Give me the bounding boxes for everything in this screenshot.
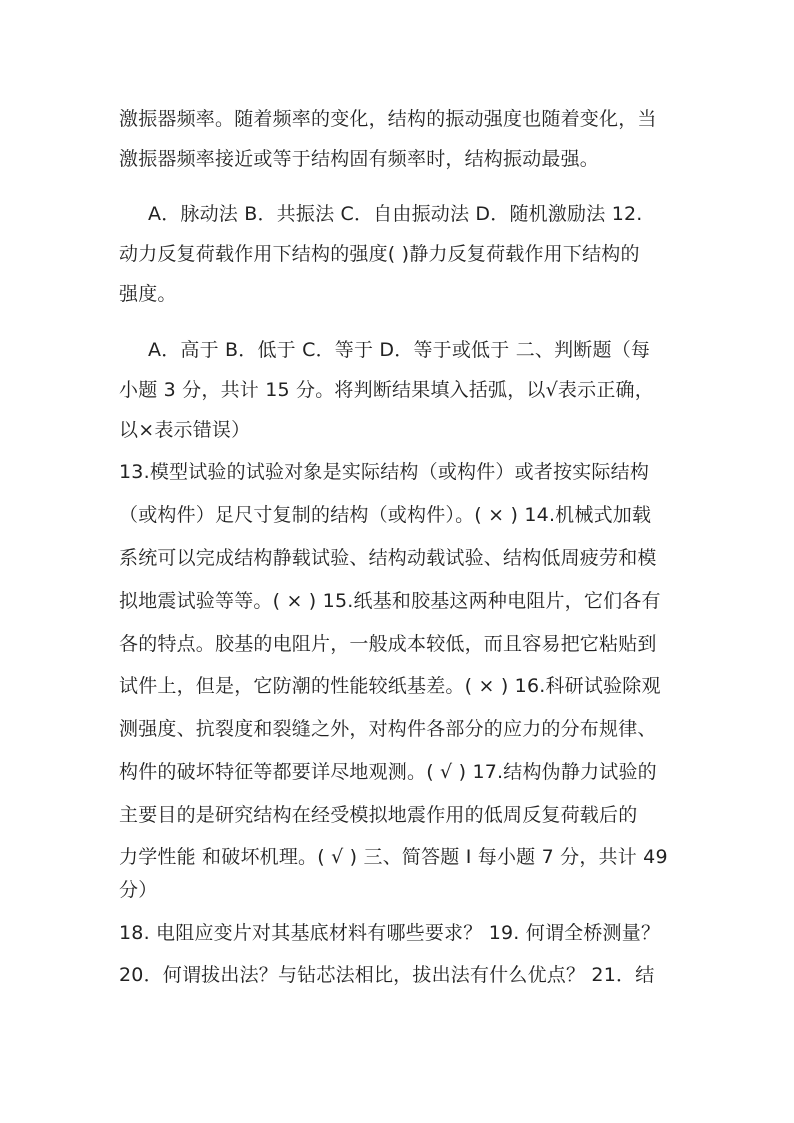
text-line: 强度。: [119, 283, 177, 305]
question-line: 系统可以完成结构静载试验、结构动载试验、结构低周疲劳和模: [119, 547, 657, 569]
question-line: 构件的破坏特征等都要详尽地观测。( √ ) 17.结构伪静力试验的: [119, 761, 657, 783]
question-line: 试件上，但是，它防潮的性能较纸基差。( × ) 16.科研试验除观: [119, 675, 661, 697]
text-line: 激振器频率。随着频率的变化，结构的振动强度也随着变化，当: [119, 108, 657, 130]
question-line: 测强度、抗裂度和裂缝之外，对构件各部分的应力的分布规律、: [119, 718, 657, 740]
section-instruction-line: 小题 3 分，共计 15 分。将判断结果填入括弧，以√表示正确，: [119, 379, 654, 401]
section-instruction-line: 以×表示错误）: [119, 419, 251, 441]
question-line: 动力反复荷载作用下结构的强度( )静力反复荷载作用下结构的: [119, 243, 640, 265]
question-line: 13.模型试验的试验对象是实际结构（或构件）或者按实际结构: [119, 461, 650, 483]
question-line: （或构件）足尺寸复制的结构（或构件）。( × ) 14.机械式加载: [119, 504, 652, 526]
choice-options-line: A．高于 B．低于 C．等于 D．等于或低于 二、判断题（每: [148, 339, 651, 361]
question-line: 20．何谓拔出法？与钻芯法相比，拔出法有什么优点？ 21．结: [119, 964, 655, 986]
text-line: 分）: [119, 879, 158, 901]
section-heading-line: 力学性能 和破坏机理。( √ ) 三、简答题 I 每小题 7 分，共计 49: [119, 846, 668, 868]
text-line: 激振器频率接近或等于结构固有频率时，结构振动最强。: [119, 148, 600, 170]
question-line: 拟地震试验等等。( × ) 15.纸基和胶基这两种电阻片，它们各有: [119, 590, 661, 612]
choice-options-line: A．脉动法 B．共振法 C．自由振动法 D．随机激励法 12.: [148, 203, 643, 225]
question-line: 主要目的是研究结构在经受模拟地震作用的低周反复荷载后的: [119, 804, 638, 826]
question-line: 各的特点。胶基的电阻片，一般成本较低，而且容易把它粘贴到: [119, 633, 657, 655]
question-line: 18. 电阻应变片对其基底材料有哪些要求？ 19. 何谓全桥测量？: [119, 922, 661, 944]
